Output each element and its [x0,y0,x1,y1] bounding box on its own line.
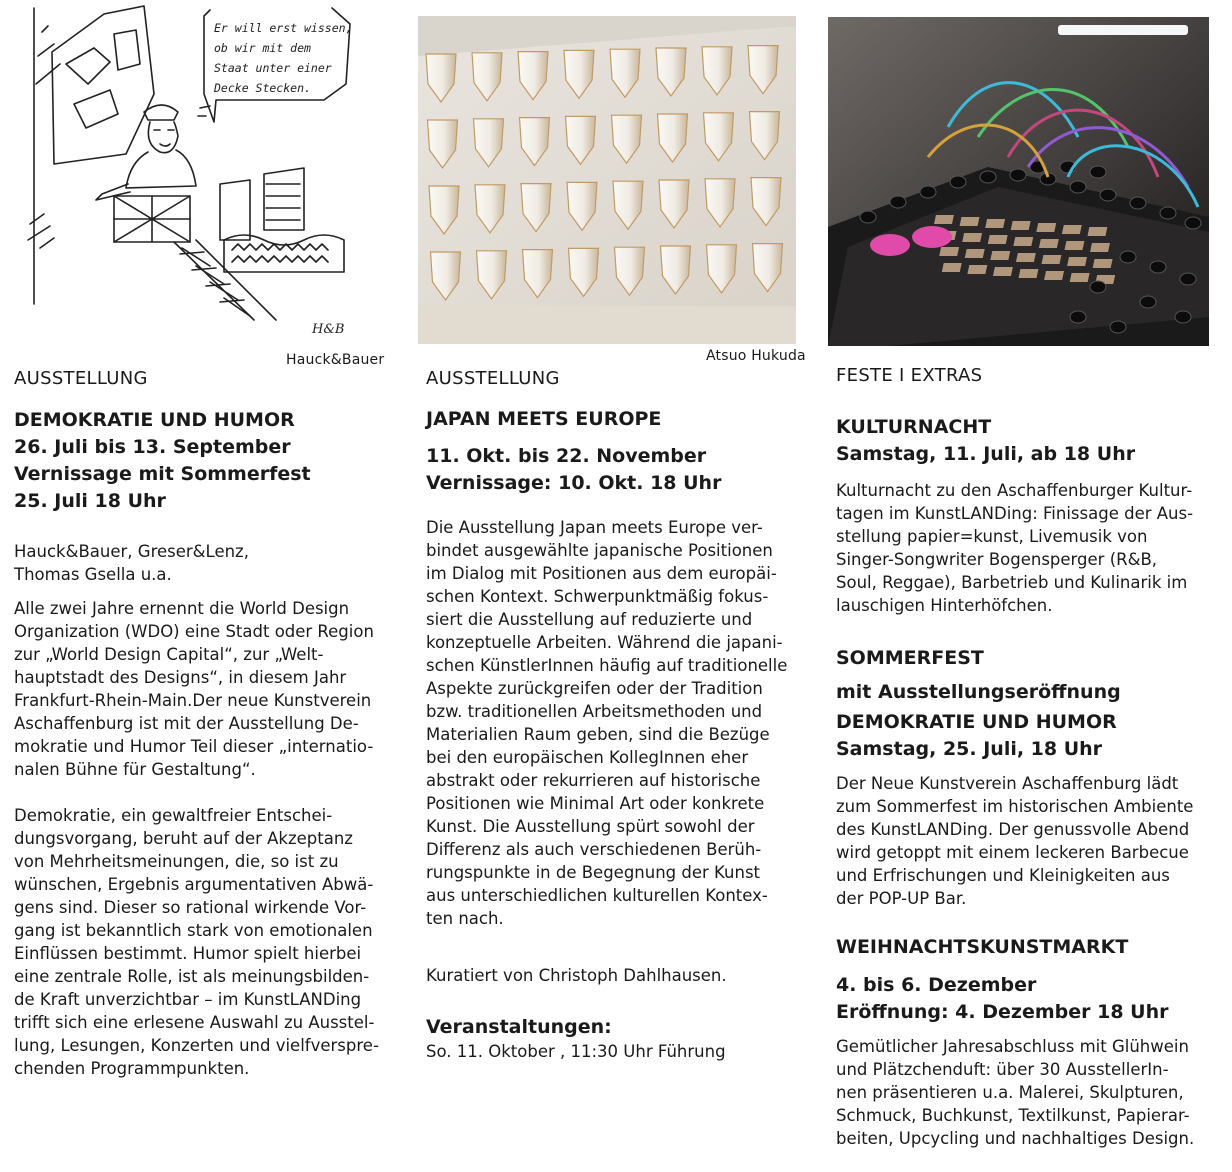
text-line: schen Kontext. Schwerpunktmäßig fokus- [426,587,769,606]
kulturnacht-date: Samstag, 11. Juli, ab 18 Uhr [836,443,1136,465]
text-line: Kunst. Die Ausstellung spürt sowohl der [426,817,755,836]
text-line: Hauck&Bauer, Greser&Lenz, [14,542,249,561]
text-line: siert die Ausstellung auf reduzierte und [426,610,753,629]
events-heading: Veranstaltungen: [426,1016,612,1038]
section-label: FESTE I EXTRAS [836,365,983,386]
image-credit: Hauck&Bauer [286,352,385,368]
text-line: Der Neue Kunstverein Aschaffenburg lädt [836,774,1179,793]
text-line: hauptstadt des Designs“, in diesem Jahr [14,668,347,687]
event-title: DEMOKRATIE UND HUMOR [14,409,295,431]
text-line: wird getoppt mit einem leckeren Barbecue [836,843,1189,862]
event-dates [426,443,721,497]
text-line: bzw. traditionellen Arbeitsmethoden und [426,702,763,721]
text-line: gens sind. Dieser so rational wirkende Vor- [14,898,367,917]
event-title: JAPAN MEETS EUROPE [426,408,662,430]
text-line: mokratie und Humor Teil dieser „internatio- [14,737,374,756]
markt-body [836,1035,1194,1150]
speech-line: Er will erst wissen, [214,21,353,35]
text-line: Alle zwei Jahre ernennt die World Design [14,599,350,618]
cartoon-signature: H&B [312,322,345,337]
cartoon-illustration [14,4,374,340]
date-line: Vernissage: 10. Okt. 18 Uhr [426,472,722,494]
text-line: Aschaffenburg ist mit der Ausstellung De- [14,714,359,733]
text-line: lung, Lesungen, Konzerten und vielfverspre- [14,1036,379,1055]
text-line: dungsvorgang, beruht auf der Akzeptanz [14,829,353,848]
text-line: abstrakt oder rekurrieren auf historische [426,771,761,790]
text-line: Soul, Reggae), Barbetrieb und Kulinarik im [836,573,1188,592]
text-line: nalen Bühne für Gestaltung“. [14,760,256,779]
kulturnacht-body [836,479,1193,617]
text-line: de Kraft unverzichtbar – im KunstLANDing [14,990,362,1009]
text-line: und Plätzchenduft: über 30 AusstellerIn- [836,1060,1169,1079]
curator-line [426,964,727,987]
kulturnacht-title: KULTURNACHT [836,416,992,438]
section-label: AUSSTELLUNG [14,368,148,389]
text-line: Einflüssen bestimmt. Humor spielt hierbei [14,944,362,963]
text-line: zum Sommerfest im historischen Ambiente [836,797,1194,816]
synthesizer-photo [828,17,1209,346]
date-line: 25. Juli 18 Uhr [14,490,166,512]
text-line: von Mehrheitsmeinungen, die, so ist zu [14,852,339,871]
text-line: tagen im KunstLANDing: Finissage der Aus- [836,504,1194,523]
events-item [426,1040,726,1063]
text-line: zur „World Design Capital“, zur „Welt- [14,645,324,664]
text-line: des KunstLANDing. Der genussvolle Abend [836,820,1190,839]
speech-line: ob wir mit dem [214,41,311,55]
date-line: 11. Okt. bis 22. November [426,445,707,467]
text-line: rungspunkte in de Begegnung der Kunst [426,863,761,882]
text-line: aus unterschiedlichen kulturellen Kontex- [426,886,768,905]
text-line: Schmuck, Buchkunst, Textilkunst, Papierar- [836,1106,1190,1125]
text-line: stellung papier=kunst, Livemusik von [836,527,1148,546]
text-line: Positionen wie Minimal Art oder konkrete [426,794,765,813]
text-line: Kulturnacht zu den Aschaffenburger Kultur- [836,481,1193,500]
text-line: Differenz als auch verschiedenen Berüh- [426,840,762,859]
body-text [14,597,379,1080]
body-text [426,516,787,930]
text-line: Aspekte zurückgreifen oder der Tradition [426,679,763,698]
text-line: eine zentrale Rolle, ist als meinungsbilden- [14,967,370,986]
text-line: bindet ausgewählte japanische Positionen [426,541,773,560]
speech-text [214,18,354,98]
sommerfest-title: SOMMERFEST [836,647,984,669]
date-line: Vernissage mit Sommerfest [14,463,311,485]
date-line: Eröffnung: 4. Dezember 18 Uhr [836,1001,1169,1023]
text-line: So. 11. Oktober , 11:30 Uhr Führung [426,1042,726,1061]
text-line: Singer-Songwriter Bogensperger (R&B, [836,550,1158,569]
section-label: AUSSTELLUNG [426,368,560,389]
sommerfest-subtitle2: DEMOKRATIE UND HUMOR [836,711,1117,733]
text-line: Gemütlicher Jahresabschluss mit Glühwein [836,1037,1189,1056]
text-line: ten nach. [426,909,504,928]
markt-dates [836,972,1169,1026]
text-line: Kuratiert von Christoph Dahlhausen. [426,966,727,985]
text-line: bei den europäischen KollegInnen eher [426,748,749,767]
image-credit: Atsuo Hukuda [706,348,806,364]
text-line: schen KünstlerInnen häufig auf traditionelle [426,656,788,675]
text-line: Materialien Raum geben, sind die Bezüge [426,725,770,744]
text-line: chenden Programmpunkten. [14,1059,250,1078]
sommerfest-subtitle: mit Ausstellungseröffnung [836,681,1121,703]
speech-line: Staat unter einer [214,61,332,75]
text-line: Organization (WDO) eine Stadt oder Region [14,622,374,641]
artwork-photo [418,16,796,344]
text-line: gang ist bekanntlich stark von emotionalen [14,921,373,940]
text-line: wünschen, Ergebnis argumentativen Abwä- [14,875,374,894]
date-line: 26. Juli bis 13. September [14,436,291,458]
text-line: nen präsentieren u.a. Malerei, Skulpturen, [836,1083,1184,1102]
sommerfest-date: Samstag, 25. Juli, 18 Uhr [836,738,1103,760]
text-line: Frankfurt-Rhein-Main.Der neue Kunstverein [14,691,372,710]
markt-title: WEIHNACHTSKUNSTMARKT [836,936,1129,958]
text-line: lauschigen Hinterhöfchen. [836,596,1053,615]
text-line: beiten, Upcycling und nachhaltiges Design. [836,1129,1195,1148]
text-line: trifft sich eine erlesene Auswahl zu Ausstel- [14,1013,375,1032]
speech-line: Decke Stecken. [214,81,311,95]
artists [14,540,249,586]
text-line: und Erfrischungen und Kleinigkeiten aus [836,866,1170,885]
sommerfest-body [836,772,1193,910]
text-line: Demokratie, ein gewaltfreier Entschei- [14,806,333,825]
text-line: Thomas Gsella u.a. [14,565,172,584]
date-line: 4. bis 6. Dezember [836,974,1037,996]
text-line: konzeptuelle Arbeiten. Während die japani- [426,633,783,652]
text-line: im Dialog mit Positionen aus dem europäi- [426,564,777,583]
event-dates [14,434,311,515]
text-line: Die Ausstellung Japan meets Europe ver- [426,518,763,537]
text-line: der POP-UP Bar. [836,889,967,908]
